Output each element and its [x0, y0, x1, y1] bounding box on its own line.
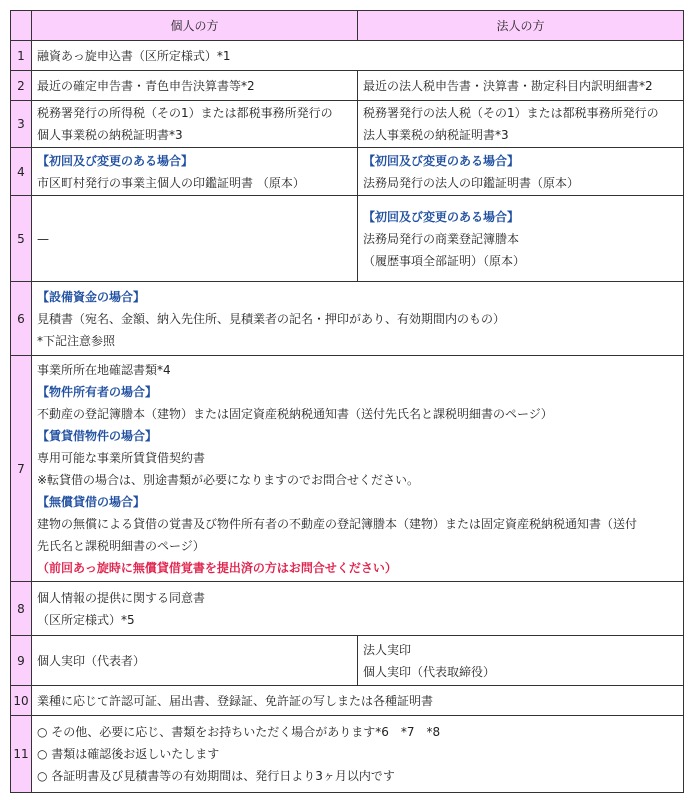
- header-row: [11, 11, 684, 41]
- row-text: [32, 356, 684, 582]
- row-number: 4: [11, 148, 32, 196]
- row-number: 3: [11, 101, 32, 148]
- bullet-line: ○ 各証明書及び見積書等の有効期間は、発行日より3ヶ月以内です: [37, 769, 395, 783]
- table-row: [11, 636, 684, 686]
- required-documents-table: [10, 10, 684, 793]
- text-line: 建物の無償による貸借の覚書及び物件所有者の不動産の登記簿謄本（建物）または固定資産税納税通知書（送付: [37, 516, 638, 531]
- row-number: 10: [11, 686, 32, 716]
- row-text: 融資あっ旋申込書（区所定様式）*1: [32, 41, 684, 71]
- text-line: 市区町村発行の事業主個人の印鑑証明書 （原本）: [37, 175, 305, 190]
- warning-note: （前回あっ旋時に無償貸借覚書を提出済の方はお問合せください）: [37, 560, 397, 575]
- corporate-cell: 最近の法人税申告書・決算書・勘定科目内訳明細書*2: [358, 71, 684, 101]
- text-line: 見積書（宛名、金額、納入先住所、見積業者の記名・押印があり、有効期間内のもの）: [37, 311, 506, 326]
- table-row: [11, 716, 684, 793]
- header-individual: 個人の方: [32, 11, 358, 41]
- section-heading: 【初回及び変更のある場合】: [363, 209, 520, 224]
- section-heading: 【初回及び変更のある場合】: [363, 153, 520, 168]
- corporate-cell: [358, 101, 684, 148]
- text-line: 個人情報の提供に関する同意書: [37, 590, 206, 605]
- corporate-cell: [358, 636, 684, 686]
- individual-cell: —: [32, 196, 358, 282]
- text-line: ※転貸借の場合は、別途書類が必要になりますのでお問合せください。: [37, 472, 420, 487]
- text-line: 事業所所在地確認書類*4: [37, 362, 171, 377]
- text-line: 不動産の登記簿謄本（建物）または固定資産税納税通知書（送付先氏名と課税明細書のページ）: [37, 406, 553, 421]
- section-heading: 【無償貸借の場合】: [37, 494, 146, 509]
- row-text: 業種に応じて許認可証、届出書、登録証、免許証の写しまたは各種証明書: [32, 686, 684, 716]
- row-text: [32, 582, 684, 636]
- row-number: 9: [11, 636, 32, 686]
- table-row: [11, 148, 684, 196]
- text-line: 個人事業税の納税証明書*3: [37, 128, 183, 142]
- text-line: 税務署発行の所得税（その1）または都税事務所発行の: [37, 106, 333, 120]
- row-number: 7: [11, 356, 32, 582]
- table-row: [11, 101, 684, 148]
- row-number: 6: [11, 282, 32, 356]
- text-line: 個人実印（代表取締役）: [363, 664, 496, 679]
- table-row: [11, 282, 684, 356]
- text-line: （区所定様式）*5: [37, 612, 135, 627]
- section-heading: 【初回及び変更のある場合】: [37, 153, 194, 168]
- table-row: [11, 582, 684, 636]
- individual-cell: 個人実印（代表者）: [32, 636, 358, 686]
- text-line: 法人事業税の納税証明書*3: [363, 128, 509, 142]
- header-number-cell: [11, 11, 32, 41]
- row-number: 8: [11, 582, 32, 636]
- corporate-cell: [358, 148, 684, 196]
- table-row: [11, 196, 684, 282]
- section-heading: 【設備資金の場合】: [37, 289, 146, 304]
- section-heading: 【賃貸借物件の場合】: [37, 428, 158, 443]
- row-number: 2: [11, 71, 32, 101]
- table-row: [11, 71, 684, 101]
- row-text: [32, 716, 684, 793]
- corporate-cell: [358, 196, 684, 282]
- table-row: [11, 356, 684, 582]
- text-line: *下記注意参照: [37, 333, 116, 348]
- table-row: [11, 686, 684, 716]
- row-number: 5: [11, 196, 32, 282]
- row-number: 11: [11, 716, 32, 793]
- text-line: 税務署発行の法人税（その1）または都税事務所発行の: [363, 106, 659, 120]
- section-heading: 【物件所有者の場合】: [37, 384, 158, 399]
- text-line: 法務局発行の法人の印鑑証明書（原本）: [363, 175, 580, 190]
- individual-cell: [32, 101, 358, 148]
- individual-cell: 最近の確定申告書・青色申告決算書等*2: [32, 71, 358, 101]
- header-corporate: 法人の方: [358, 11, 684, 41]
- text-line: 法人実印: [363, 642, 412, 657]
- individual-cell: [32, 148, 358, 196]
- text-line: 専用可能な事業所賃貸借契約書: [37, 450, 206, 465]
- bullet-line: ○ 書類は確認後お返しいたします: [37, 747, 220, 761]
- text-line: 先氏名と課税明細書のページ）: [37, 538, 205, 553]
- bullet-line: ○ その他、必要に応じ、書類をお持ちいただく場合があります*6 *7 *8: [37, 725, 441, 739]
- text-line: （履歴事項全部証明）（原本）: [363, 253, 526, 268]
- row-text: [32, 282, 684, 356]
- table-row: [11, 41, 684, 71]
- text-line: 法務局発行の商業登記簿謄本: [363, 231, 520, 246]
- row-number: 1: [11, 41, 32, 71]
